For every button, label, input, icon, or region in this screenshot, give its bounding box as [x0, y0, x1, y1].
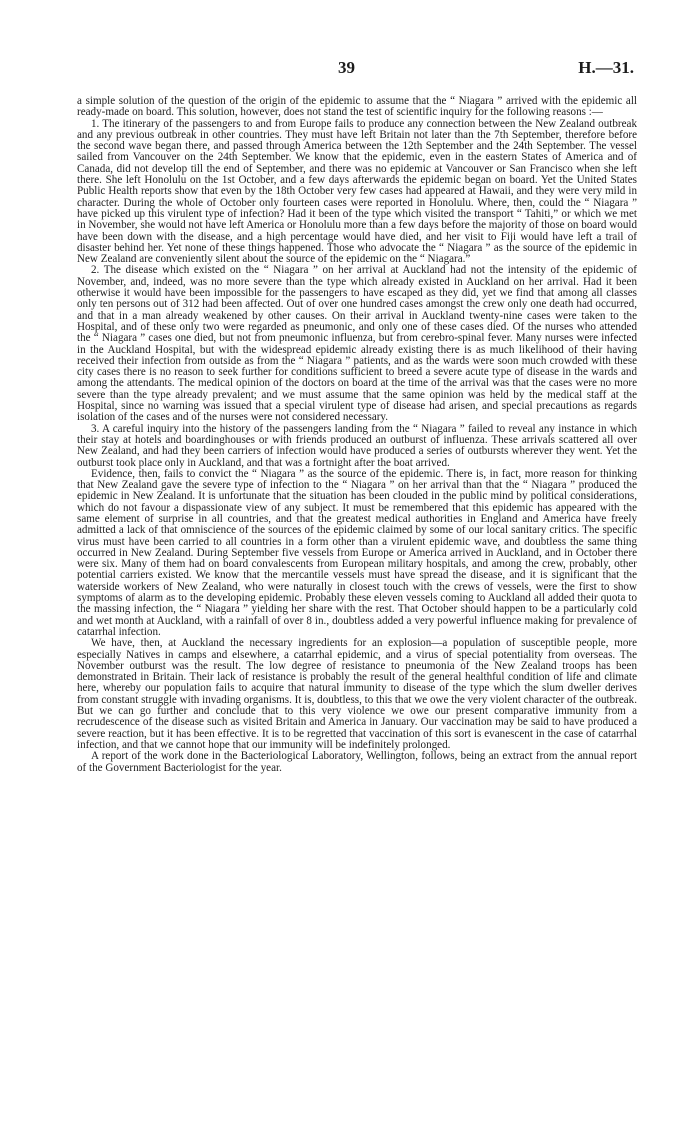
- paragraph-intro: a simple solution of the question of the origin of the epidemic to assume that the “ Niagara ” arrived with the epidemic all ready-made on board. This solution, however, does not stand the test of scientific inquiry for the following reasons :—: [77, 95, 637, 119]
- report-body: [77, 96, 637, 774]
- page-header: [0, 58, 700, 82]
- paragraph-reason-3: 3. A careful inquiry into the history of the passengers landing from the “ Niagara ” failed to reveal any instance in which their stay at hotels and boardinghouses or with friends produced an outburst of influenza. These arrivals scattered all over New Zealand, and had they been carriers of infection would have produced a series of outbursts wherever they went. Yet the outburst took place only in Auckland, and that was a fortnight after the boat arrived.: [77, 422, 637, 469]
- paragraph-evidence: Evidence, then, fails to convict the “ Niagara ” as the source of the epidemic. There is, in fact, more reason for thinking that New Zealand gave the severe type of infection to the “ Niagara ” on her arrival than that the “ Niagara ” produced the epidemic in New Zealand. It is unfortunate that the situation has been clouded in the public mind by political considerations, which do not favour a dispassionate view of any subject. It must be remembered that this epidemic has appeared with the same element of surprise in all countries, and that the greatest medical authorities in England and America have freely admitted a lack of that omniscience of the sources of the epidemic claimed by some of our local sanitary critics. The specific virus must have been carried to all countries in a form other than a virulent epidemic wave, and doubtless the same thing occurred in New Zealand. During September five vessels from Europe or America arrived in Auckland, and in October there were six. Many of them had on board convalescents from European military hospitals, and among the crew, probably, other potential carriers existed. We know that the mercantile vessels must have spread the disease, and it is significant that the waterside workers of New Zealand, who were naturally in closest touch with the crews of vessels, were the first to show symptoms of alarm as to the developing epidemic. Probably these eleven vessels coming to Auckland all added their quota to the massing infection, the “ Niagara ” yielding her share with the rest. That October should happen to be a particularly cold and wet month at Auckland, with a rainfall of over 8 in., doubtless added a very powerful influence making for prevalence of catarrhal infection.: [77, 467, 637, 638]
- page-number: 39: [338, 58, 355, 77]
- paragraph-reason-1: 1. The itinerary of the passengers to and from Europe fails to produce any connection between the New Zealand outbreak and any previous outbreak in other countries. They must have left Britain not later than the 7th September, therefore before the second wave began there, and passed through America between the 12th September and the 24th September. The vessel sailed from Vancouver on the 24th September. We know that the epidemic, even in the eastern States of America and of Canada, did not develop till the end of September, and there was no epidemic at Vancouver or San Francisco when she left there. She left Honolulu on the 1st October, and a few days afterwards the epidemic began on board. Yet the United States Public Health reports show that even by the 18th October very few cases had appeared at Hawaii, and they were very mild in character. During the whole of October only fourteen cases were reported in Honolulu. Where, then, could the “ Niagara ” have picked up this virulent type of infection? Had it been of the type which visited the transport “ Tahiti,” or which we met in November, she would not have left America or Honolulu more than a few days before the majority of those on board would have been down with the disease, and a high percentage would have died, and her visit to Fiji would have left a trail of disaster behind her. Yet none of these things happened. Those who advocate the “ Niagara ” as the source of the epidemic in New Zealand are conveniently silent about the source of the epidemic on the “ Niagara.”: [77, 117, 637, 266]
- paragraph-laboratory-report: A report of the work done in the Bacteriological Laboratory, Wellington, follows, being an extract from the annual report of the Government Bacteriologist for the year.: [77, 750, 637, 774]
- paragraph-conclusion: We have, then, at Auckland the necessary ingredients for an explosion—a population of susceptible people, more especially Natives in camps and elsewhere, a catarrhal epidemic, and a virus of special potentiality from overseas. The November outburst was the result. The low degree of resistance to pneumonia of the New Zealand troops has been demonstrated in Britain. Their lack of resistance is probably the result of the general healthful condition of life and climate here, whereby our population fails to acquire that natural immunity to disease of the type which the slum dweller derives from constant struggle with invading organisms. It is, doubtless, to this that we owe the very violent character of the outbreak. But we can go further and conclude that to this very violence we owe our present comparative immunity from a recrudescence of the disease such as visited Britain and America in January. Our vaccination may be said to have produced a severe reaction, but it has been effective. It is to be regretted that vaccination of this sort is evanescent in the case of catarrhal infection, and that we cannot hope that our immunity will be indefinitely prolonged.: [77, 637, 637, 751]
- paragraph-reason-2: 2. The disease which existed on the “ Niagara ” on her arrival at Auckland had not the intensity of the epidemic of November, and, indeed, was no more severe than the type which already existed in Auckland on her arrival. Had it been otherwise it would have been impossible for the passengers to have escaped as they did, yet we find that among all classes only ten persons out of 312 had been affected. Out of over one hundred cases amongst the crew only one death had occurred, and that in a man already weakened by other causes. On their arrival in Auckland twenty-nine cases were taken to the Hospital, and of these only two were regarded as pneumonic, and only one of these cases died. Of the nurses who attended the “ Niagara ” cases one died, but not from pneumonic influenza, but from cerebro-spinal fever. Many nurses were infected in the Auckland Hospital, but with the widespread epidemic already existing there is as much likelihood of their having received their infection from outside as from the “ Niagara ” patients, and as the wards were soon much crowded with these city cases there is no reason to seek further for conditions sufficient to breed a severe acute type of disease in the wards and among the attendants. The medical opinion of the doctors on board at the time of the arrival was that the cases were no more severe than the type already prevalent; and we must assume that the same opinion was held by the medical staff at the Hospital, since no warning was issued that a special virulent type of disease had arisen, and special precautions as regards isolation of the cases and of the nurses were not considered necessary.: [77, 264, 637, 424]
- document-reference: H.—31.: [578, 58, 634, 77]
